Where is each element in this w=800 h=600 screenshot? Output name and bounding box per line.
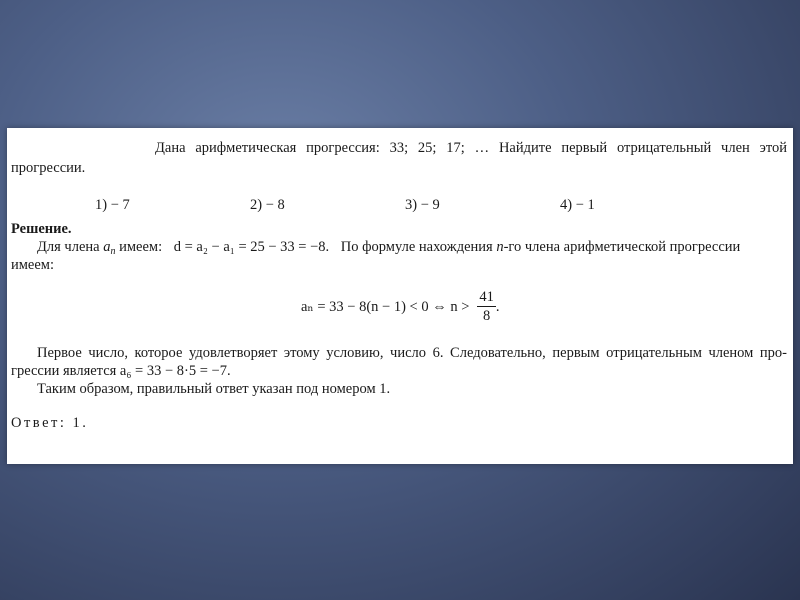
fraction: $\frac{41}{8}$ [479, 289, 494, 324]
option-3: 3) − 9 [405, 197, 440, 213]
solution-paragraph-1-line-2: имеем: [11, 257, 55, 273]
option-1: 1) − 7 [95, 197, 130, 213]
answer-line: Ответ: 1. [11, 415, 89, 431]
difference-formula: d = a₂ − a₁ = 25 − 33 = −8. [173, 239, 330, 255]
option-2: 2) − 8 [250, 197, 285, 213]
solution-paragraph-2-line-2: грессии является a₆ = 33 − 8·5 = −7. [11, 363, 231, 379]
solution-conclusion: Таким образом, правильный ответ указан под номером 1. [37, 381, 391, 397]
option-4: 4) − 1 [560, 197, 595, 213]
solution-paragraph-1: Для члена $a_n$ имеем: d = a₂ − a₁ = 25 − 33 = −8. По формуле нахождения n-го члена арифметической прогрессии [37, 239, 741, 257]
problem-line-2: прогрессии. [11, 160, 86, 176]
document-body [7, 128, 793, 464]
solution-heading: Решение. [11, 221, 72, 237]
inequality-formula: aₙ = 33 − 8(n − 1) < 0 ⇔ n > $\frac{41}{8}$ . [301, 289, 500, 324]
slide-panel [7, 128, 793, 464]
solution-paragraph-2: Первое число, которое удовлетворяет этому условию, число 6. Следовательно, первым отрицательным членом про- [37, 345, 787, 361]
problem-line-1 [155, 139, 787, 157]
problem-text: Дана арифметическая прогрессия: 33; 25; 17; … Найдите первый отрицательный член этой [155, 140, 787, 156]
